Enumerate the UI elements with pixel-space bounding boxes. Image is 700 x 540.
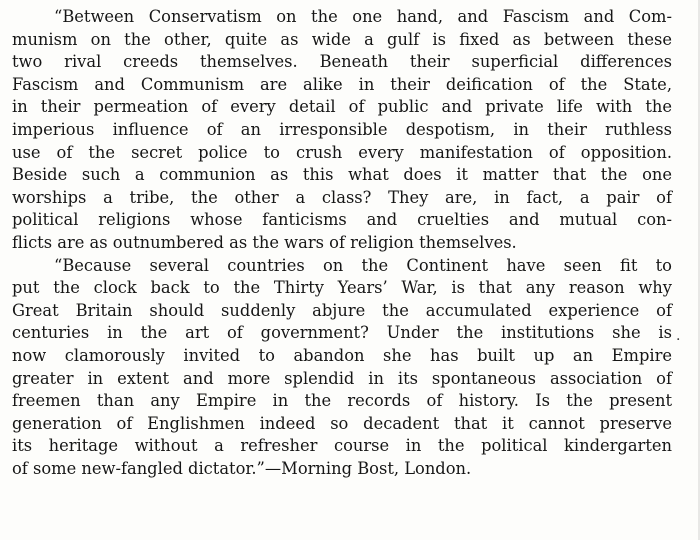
text-line: freemen than any Empire in the records of history. Is the present — [12, 391, 672, 411]
text-line: Beside such a communion as this what does it matter that the one — [12, 165, 672, 185]
text-line: flicts are as outnumbered as the wars of religion themselves. — [12, 232, 517, 252]
text-line: Great Britain should suddenly abjure the accumulated experience of — [12, 300, 672, 320]
text-line: put the clock back to the Thirty Years’ War, is that any reason why — [12, 278, 672, 298]
text-line: munism on the other, quite as wide a gulf is fixed as between these — [12, 29, 672, 49]
paragraph-2 — [12, 255, 672, 481]
text-line: its heritage without a refresher course in the political kindergarten — [12, 436, 672, 456]
text-line: now clamorously invited to abandon she has built up an Empire — [12, 345, 672, 365]
article-body — [12, 6, 672, 480]
text-line: “Because several countries on the Continent have seen fit to — [54, 255, 672, 275]
text-line: “Between Conservatism on the one hand, and Fascism and Com- — [54, 7, 672, 26]
signature-line: of some new-fangled dictator.”—Morning Bost, London. — [12, 458, 472, 478]
text-line: Fascism and Communism are alike in their deification of the State, — [12, 74, 672, 94]
text-line: political religions whose fanticisms and cruelties and mutual con- — [12, 210, 672, 230]
text-line: use of the secret police to crush every manifestation of opposition. — [12, 142, 672, 162]
text-line: generation of Englishmen indeed so decadent that it cannot preserve — [12, 413, 672, 433]
text-line: two rival creeds themselves. Beneath their superficial differences — [12, 52, 672, 72]
text-line: in their permeation of every detail of public and private life with the — [12, 97, 672, 117]
paragraph-1 — [12, 6, 672, 255]
stray-print-mark: . — [676, 328, 681, 344]
text-line: centuries in the art of government? Under the institutions she is — [12, 323, 672, 343]
text-line: greater in extent and more splendid in its spontaneous association of — [12, 368, 672, 388]
text-line: imperious influence of an irresponsible despotism, in their ruthless — [12, 119, 672, 139]
text-line: worships a tribe, the other a class? They are, in fact, a pair of — [12, 187, 672, 207]
